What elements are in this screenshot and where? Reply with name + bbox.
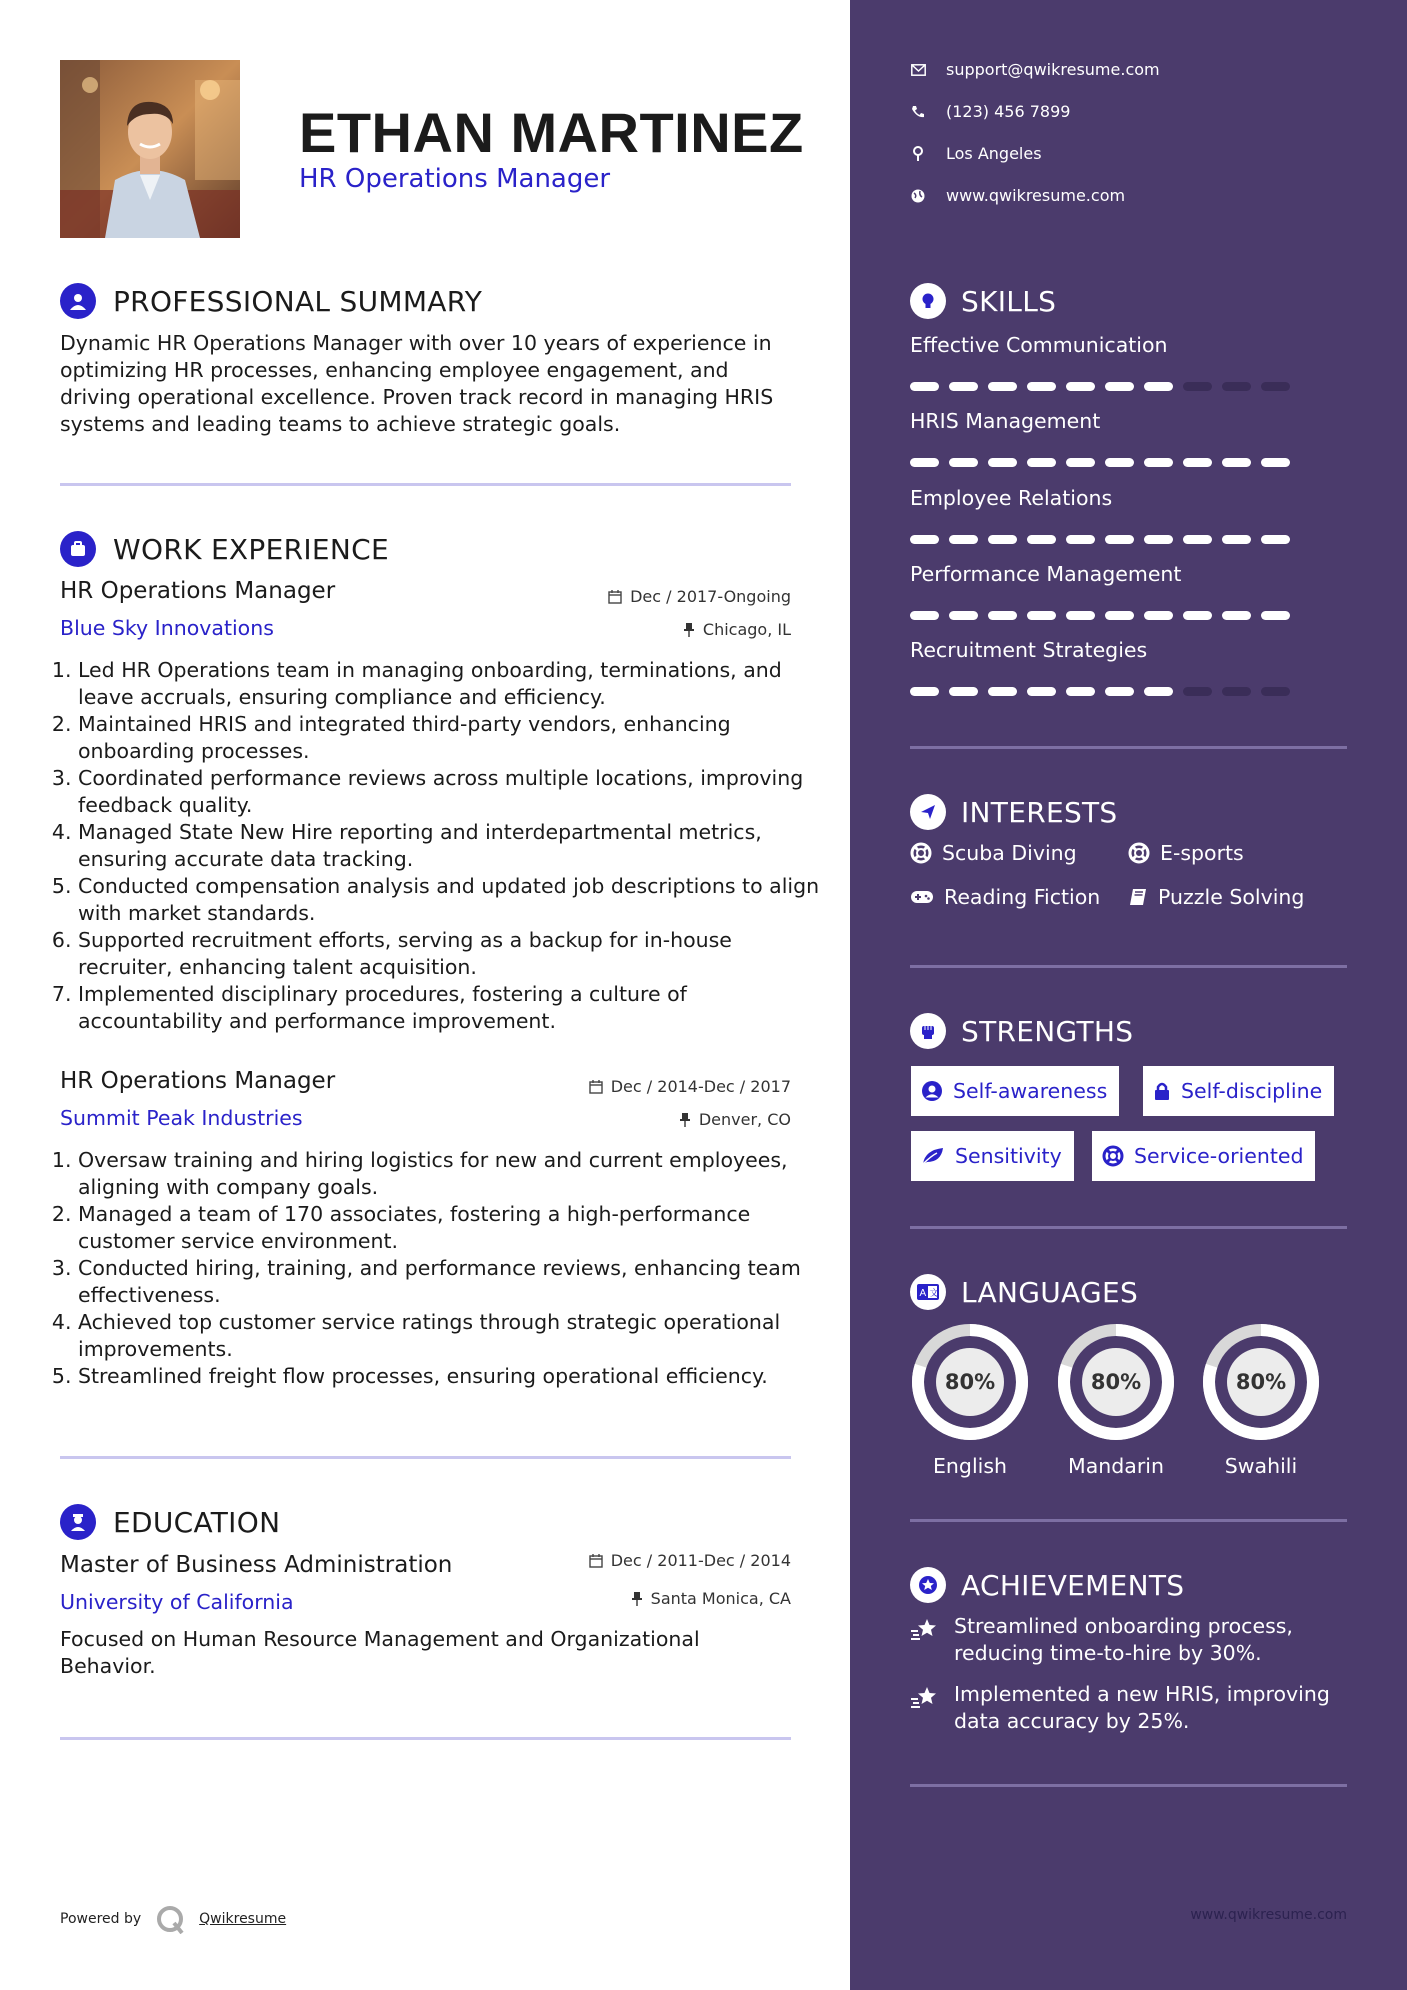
skill-level-segment <box>1261 382 1290 391</box>
skill-level-segment <box>1222 535 1251 544</box>
list-item: 1. Oversaw training and hiring logistics for new and current employees, aligning with company goals. <box>78 1147 823 1201</box>
skill-level-segment <box>1144 382 1173 391</box>
skill-level-segment <box>1105 458 1134 467</box>
book-icon <box>1128 887 1148 907</box>
footer-url[interactable]: www.qwikresume.com <box>1190 1907 1347 1923</box>
lifebuoy-icon <box>1102 1145 1124 1167</box>
language-item <box>1201 1322 1321 1478</box>
achievements-heading <box>910 1567 1184 1603</box>
skill-level-segment <box>1066 382 1095 391</box>
lightbulb-icon <box>910 283 946 319</box>
map-pin-icon <box>910 146 926 162</box>
strength-tag: Self-discipline <box>1143 1066 1334 1116</box>
svg-text:A: A <box>919 1288 927 1299</box>
education-date: Dec / 2011-Dec / 2014 <box>589 1551 791 1570</box>
skill-level-segment <box>910 687 939 696</box>
job-duties-list <box>55 1147 823 1390</box>
skill-level-segment <box>1183 458 1212 467</box>
calendar-icon <box>589 1080 603 1094</box>
candidate-name: ETHAN MARTINEZ <box>299 101 804 164</box>
lifebuoy-icon <box>1128 842 1150 864</box>
degree-title: Master of Business Administration <box>60 1552 453 1578</box>
divider <box>910 965 1347 968</box>
calendar-icon <box>589 1554 603 1568</box>
achievement-item: Streamlined onboarding process, reducing time-to-hire by 30%. <box>910 1613 1350 1667</box>
education-heading <box>60 1504 280 1540</box>
list-item: 2. Managed a team of 170 associates, fostering a high-performance customer service environment. <box>78 1201 823 1255</box>
skill-level-bar <box>910 382 1300 391</box>
leaf-icon <box>921 1146 945 1166</box>
skill-level-segment <box>949 687 978 696</box>
language-item <box>910 1322 1030 1478</box>
skill-level-segment <box>949 458 978 467</box>
skill-level-segment <box>1144 458 1173 467</box>
contact-email[interactable]: support@qwikresume.com <box>910 60 1160 79</box>
skill-level-segment <box>949 382 978 391</box>
skill-level-segment <box>1261 611 1290 620</box>
briefcase-icon <box>60 531 96 567</box>
achievement-item: Implemented a new HRIS, improving data accuracy by 25%. <box>910 1681 1350 1735</box>
divider <box>910 1784 1347 1787</box>
interest-item: E-sports <box>1128 841 1244 865</box>
skill-level-segment <box>1183 611 1212 620</box>
education-description: Focused on Human Resource Management and Organizational Behavior. <box>60 1627 700 1678</box>
profile-photo <box>60 60 240 238</box>
skill-level-segment <box>949 611 978 620</box>
candidate-title: HR Operations Manager <box>299 164 611 194</box>
skill-level-segment <box>1027 611 1056 620</box>
section-title: INTERESTS <box>961 795 1118 829</box>
language-ring <box>1201 1322 1321 1442</box>
job-duties-list <box>55 657 823 1035</box>
skill-level-segment <box>910 458 939 467</box>
envelope-icon <box>910 62 926 78</box>
skill-name: Employee Relations <box>910 486 1113 510</box>
list-item: 6. Supported recruitment efforts, serving as a backup for in-house recruiter, enhancing talent acquisition. <box>78 927 823 981</box>
skill-name: Recruitment Strategies <box>910 638 1148 662</box>
list-item: 5. Conducted compensation analysis and updated job descriptions to align with market standards. <box>78 873 823 927</box>
skill-level-segment <box>1027 687 1056 696</box>
section-title: LANGUAGES <box>961 1275 1139 1309</box>
interests-heading <box>910 794 1118 830</box>
phone-icon <box>910 104 926 120</box>
skill-level-segment <box>1027 382 1056 391</box>
job-location: Chicago, IL <box>683 620 791 639</box>
skill-level-segment <box>988 535 1017 544</box>
skill-level-segment <box>988 458 1017 467</box>
job-location: Denver, CO <box>679 1110 791 1129</box>
skill-level-segment <box>988 611 1017 620</box>
shooting-star-icon <box>910 1617 940 1643</box>
globe-icon <box>910 188 926 204</box>
experience-heading <box>60 531 389 567</box>
language-name: Swahili <box>1224 1454 1298 1478</box>
skill-level-segment <box>988 382 1017 391</box>
summary-heading <box>60 283 482 319</box>
list-item: 3. Coordinated performance reviews across multiple locations, improving feedback quality. <box>78 765 823 819</box>
svg-text:文: 文 <box>929 1288 939 1298</box>
skill-level-segment <box>910 535 939 544</box>
strength-tag: Self-awareness <box>911 1066 1119 1116</box>
lock-icon <box>1153 1081 1171 1101</box>
strength-tag: Sensitivity <box>911 1131 1074 1181</box>
fist-icon <box>910 1013 946 1049</box>
education-location: Santa Monica, CA <box>631 1589 791 1608</box>
skill-level-segment <box>1183 535 1212 544</box>
skill-level-segment <box>910 382 939 391</box>
skill-level-segment <box>1144 687 1173 696</box>
summary-text: Dynamic HR Operations Manager with over 10 years of experience in optimizing HR processes, enhancing employee engagement, and driving operational excellence. Proven track record in managing HRIS systems and leading teams to achieve strategic goals. <box>60 331 774 436</box>
section-title: ACHIEVEMENTS <box>961 1568 1185 1602</box>
language-level-label: 80% <box>1235 1370 1287 1394</box>
interest-item: Reading Fiction <box>910 885 1100 909</box>
powered-by <box>60 1904 286 1934</box>
skill-name: Effective Communication <box>910 333 1168 357</box>
lifebuoy-icon <box>910 842 932 864</box>
skill-level-segment <box>1261 535 1290 544</box>
skill-level-segment <box>1222 611 1251 620</box>
skill-name: Performance Management <box>910 562 1182 586</box>
contact-website[interactable]: www.qwikresume.com <box>910 186 1125 205</box>
qwikresume-logo-icon <box>155 1904 185 1934</box>
job-date: Dec / 2017-Ongoing <box>608 587 791 606</box>
skill-level-segment <box>1144 611 1173 620</box>
skills-heading <box>910 283 1056 319</box>
list-item: 4. Managed State New Hire reporting and interdepartmental metrics, ensuring accurate data tracking. <box>78 819 823 873</box>
skill-level-segment <box>1105 535 1134 544</box>
language-name: English <box>932 1454 1008 1478</box>
pin-icon <box>631 1592 643 1606</box>
list-item: 2. Maintained HRIS and integrated third-party vendors, enhancing onboarding processes. <box>78 711 823 765</box>
skill-level-segment <box>1183 382 1212 391</box>
language-level-label: 80% <box>1090 1370 1142 1394</box>
skill-level-segment <box>1105 687 1134 696</box>
job-company: Blue Sky Innovations <box>60 616 274 640</box>
pin-icon <box>683 623 695 637</box>
job-title: HR Operations Manager <box>60 578 336 604</box>
school-name: University of California <box>60 1590 294 1614</box>
skill-level-segment <box>1183 687 1212 696</box>
skill-level-segment <box>1261 458 1290 467</box>
skill-level-segment <box>1027 458 1056 467</box>
skill-level-segment <box>1144 535 1173 544</box>
interest-item: Scuba Diving <box>910 841 1077 865</box>
translate-icon <box>910 1274 946 1310</box>
skill-name: HRIS Management <box>910 409 1101 433</box>
skill-level-segment <box>1105 611 1134 620</box>
sidebar <box>850 0 1407 1990</box>
interest-item: Puzzle Solving <box>1128 885 1304 909</box>
graduate-icon <box>60 1504 96 1540</box>
skill-level-segment <box>1261 687 1290 696</box>
shooting-star-icon <box>910 1685 940 1711</box>
job-title: HR Operations Manager <box>60 1068 336 1094</box>
user-circle-icon <box>921 1080 943 1102</box>
powered-by-label: Powered by <box>60 1911 142 1927</box>
skill-level-bar <box>910 611 1300 620</box>
divider <box>910 1519 1347 1522</box>
language-level-label: 80% <box>944 1370 996 1394</box>
skill-level-segment <box>1222 458 1251 467</box>
skill-level-segment <box>910 611 939 620</box>
skill-level-segment <box>1066 458 1095 467</box>
contact-phone[interactable]: (123) 456 7899 <box>910 102 1070 121</box>
skill-level-bar <box>910 458 1300 467</box>
skill-level-segment <box>1105 382 1134 391</box>
contact-location: Los Angeles <box>910 144 1042 163</box>
section-title: PROFESSIONAL SUMMARY <box>113 284 483 318</box>
list-item: 3. Conducted hiring, training, and performance reviews, enhancing team effectiveness. <box>78 1255 823 1309</box>
skill-level-segment <box>1066 687 1095 696</box>
divider <box>60 483 791 486</box>
skill-level-segment <box>1066 535 1095 544</box>
list-item: 7. Implemented disciplinary procedures, fostering a culture of accountability and performance improvement. <box>78 981 823 1035</box>
paper-plane-icon <box>910 794 946 830</box>
job-company: Summit Peak Industries <box>60 1106 303 1130</box>
user-icon <box>60 283 96 319</box>
skill-level-segment <box>988 687 1017 696</box>
section-title: WORK EXPERIENCE <box>113 532 389 566</box>
gamepad-icon <box>910 888 934 906</box>
skill-level-segment <box>1066 611 1095 620</box>
section-title: SKILLS <box>961 284 1057 318</box>
skill-level-bar <box>910 535 1300 544</box>
strengths-heading <box>910 1013 1133 1049</box>
qwikresume-link[interactable]: Qwikresume <box>199 1911 287 1927</box>
skill-level-segment <box>1027 535 1056 544</box>
skill-level-segment <box>1222 382 1251 391</box>
languages-heading <box>910 1274 1138 1310</box>
strength-tag: Service-oriented <box>1092 1131 1315 1181</box>
divider <box>910 1226 1347 1229</box>
language-item <box>1056 1322 1176 1478</box>
section-title: EDUCATION <box>113 1505 281 1539</box>
divider <box>60 1737 791 1740</box>
calendar-icon <box>608 590 622 604</box>
list-item: 1. Led HR Operations team in managing onboarding, terminations, and leave accruals, ensuring compliance and efficiency. <box>78 657 823 711</box>
skill-level-bar <box>910 687 1300 696</box>
skill-level-segment <box>1222 687 1251 696</box>
list-item: 5. Streamlined freight flow processes, ensuring operational efficiency. <box>78 1363 823 1390</box>
divider <box>60 1456 791 1459</box>
section-title: STRENGTHS <box>961 1014 1134 1048</box>
language-ring <box>1056 1322 1176 1442</box>
skill-level-segment <box>949 535 978 544</box>
divider <box>910 746 1347 749</box>
job-date: Dec / 2014-Dec / 2017 <box>589 1077 791 1096</box>
list-item: 4. Achieved top customer service ratings through strategic operational improvements. <box>78 1309 823 1363</box>
star-badge-icon <box>910 1567 946 1603</box>
pin-icon <box>679 1113 691 1127</box>
language-name: Mandarin <box>1068 1454 1164 1478</box>
language-ring <box>910 1322 1030 1442</box>
